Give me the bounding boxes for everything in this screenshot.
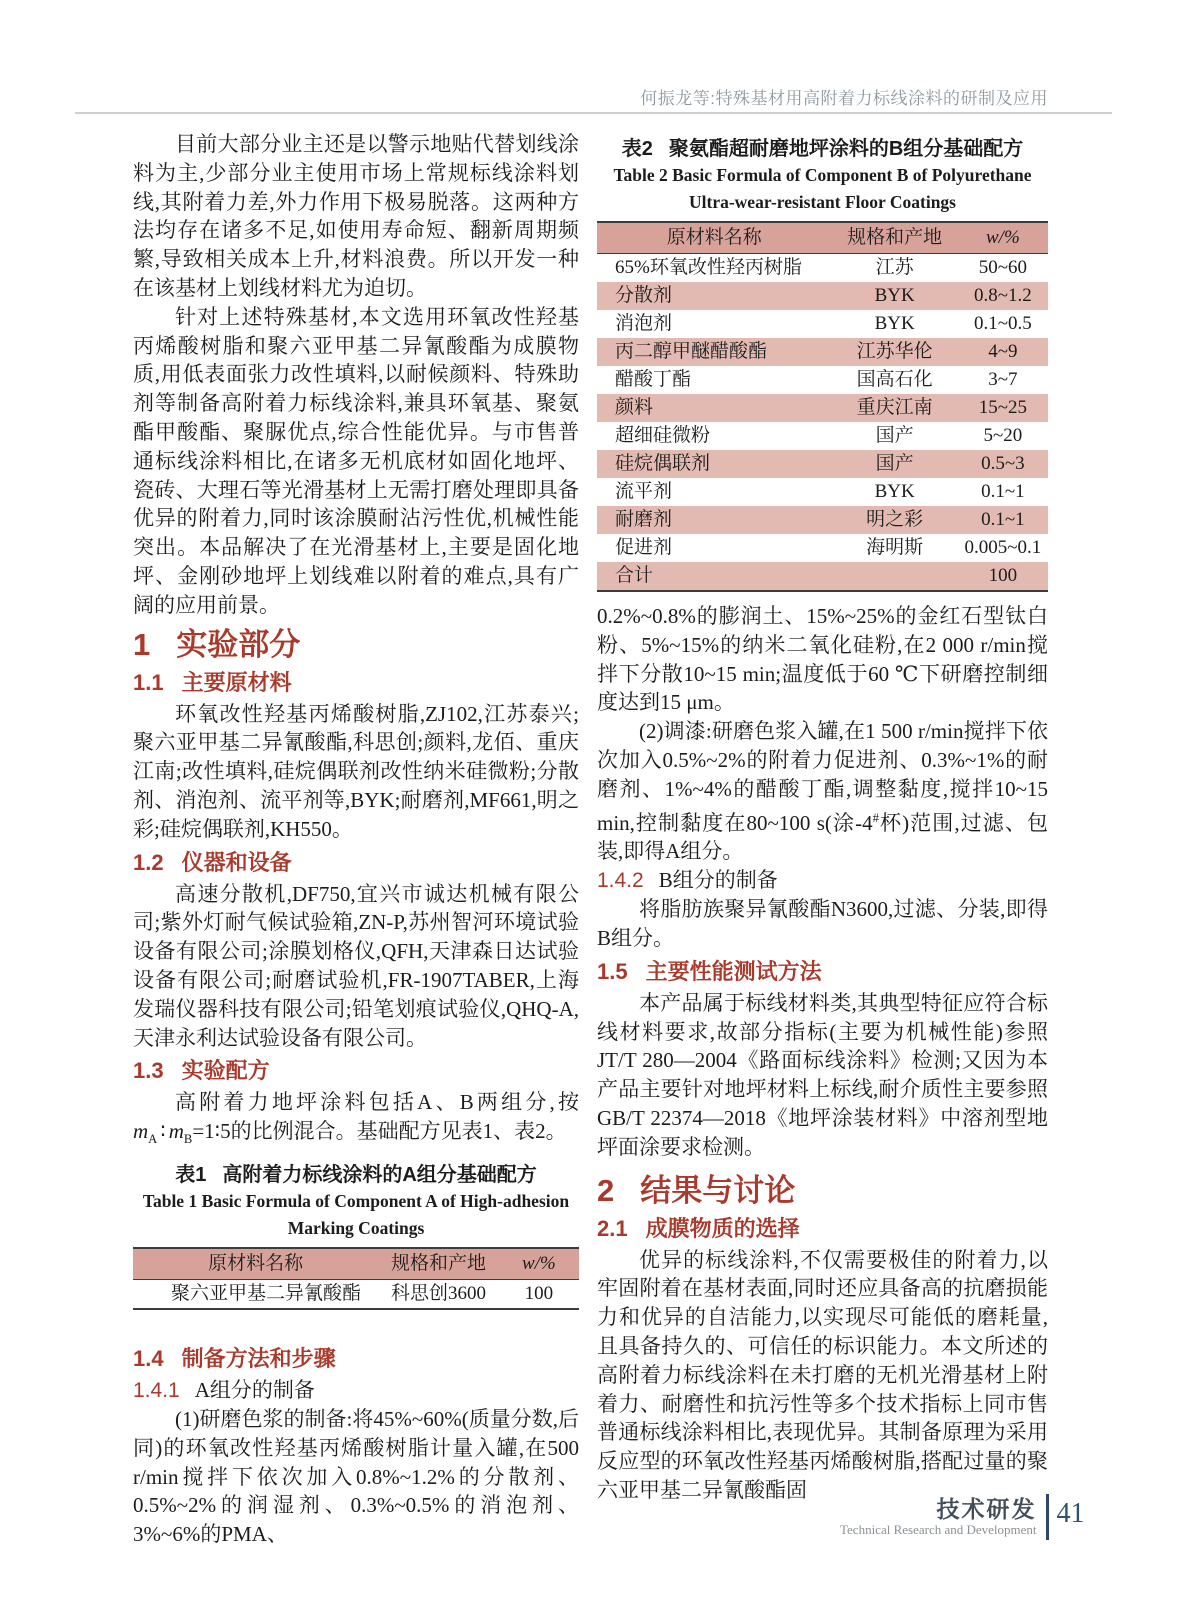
cell-material: 促进剂 (615, 537, 673, 558)
cell-spec: BYK (874, 285, 915, 306)
footer-section-en: Technical Research and Development (840, 1522, 1037, 1537)
cell-wpct: 50~60 (978, 257, 1028, 278)
cell-spec: 明之彩 (866, 509, 924, 530)
table2-header-wpct: w/% (958, 222, 1048, 254)
cell-wpct: 0.1~0.5 (974, 313, 1032, 334)
cell-material: 硅烷偶联剂 (615, 453, 711, 474)
table2-row (597, 282, 1048, 310)
section-title: 仪器和设备 (181, 849, 292, 875)
paragraph-intro-1: 目前大部分业主还是以警示地贴代替划线涂料为主,少部分业主使用市场上常规标线涂料划线,其附着力差,外力作用下极易脱落。这两种方法均存在诸多不足,如使用寿命短、翻新周期频繁,导致相关成本上升,材料浪费。所以开发一种在该基材上划线材料尤为迫切。 (133, 132, 579, 300)
table2-header-row (597, 222, 1048, 254)
cell-material: 分散剂 (615, 285, 673, 306)
cell-spec: 国产 (875, 425, 914, 446)
left-column (133, 130, 579, 1549)
paragraph-equipment: 高速分散机,DF750,宜兴市诚达机械有限公司;紫外灯耐气候试验箱,ZN-P,苏州智河环境试验设备有限公司;涂膜划格仪,QFH,天津森日达试验设备有限公司;耐磨试验机,FR-1907TABER,上海发瑞仪器科技有限公司;铅笔划痕试验仪,QHQ-A,天津永利达试验设备有限公司。 (133, 881, 579, 1050)
subscript-A: A (148, 1132, 158, 1147)
table1-cell-spec: 科思创3600 (391, 1283, 487, 1305)
section-number: 1.1 (133, 669, 164, 695)
cell-spec: 江苏 (875, 257, 914, 278)
table1-caption-zh (133, 1162, 579, 1188)
section-title: 实验部分 (176, 626, 301, 662)
section-title: 主要性能测试方法 (645, 958, 822, 984)
table1-cell-material: 聚六亚甲基二异氰酸酯 (171, 1283, 362, 1305)
section-number: 2 (597, 1172, 615, 1208)
cell-wpct: 0.1~1 (981, 509, 1025, 530)
cell-wpct: 3~7 (988, 369, 1018, 390)
table2-row (597, 310, 1048, 338)
table2-row (597, 394, 1048, 422)
cell-spec: 国高石化 (856, 369, 933, 390)
cell-spec: BYK (874, 481, 915, 502)
mix-text-post: =1∶5的比例混合。基础配方见表1、表2。 (192, 1119, 567, 1144)
paragraph-mix-ratio (133, 1088, 579, 1154)
subsection-heading-1-1 (133, 668, 579, 698)
section-heading-1 (133, 628, 579, 662)
cell-wpct: 5~20 (983, 425, 1023, 446)
section-title: B组分的制备 (658, 868, 778, 893)
table2 (597, 221, 1048, 592)
footer-section-zh: 技术研发 (936, 1496, 1037, 1522)
section-title: 主要原材料 (181, 669, 292, 695)
table1-caption-en: Table 1 Basic Formula of Component A of High-adhesion Marking Coatings (142, 1191, 570, 1239)
cell-material: 颜料 (615, 397, 654, 418)
running-head-title: 何振龙等:特殊基材用高附着力标线涂料的研制及应用 (640, 89, 1048, 108)
section-title: 结果与讨论 (640, 1172, 796, 1208)
paragraph-intro-2: 针对上述特殊基材,本文选用环氧改性羟基丙烯酸树脂和聚六亚甲基二异氰酸酯为成膜物质,用低表面张力改性填料,以耐候颜料、特殊助剂等制备高附着力标线涂料,兼具环氧基、聚氨酯甲酸酯、聚脲优点,综合性能优异。与市售普通标线涂料相比,在诸多无机底材如固化地坪、瓷砖、大理石等光滑基材上无需打磨处理即具备优异的附着力,同时该涂膜耐沾污性优,机械性能突出。本品解决了在光滑基材上,主要是固化地坪、金刚砂地坪上划线难以附着的难点,具有广阔的应用前景。 (133, 304, 579, 617)
subsection-heading-1-4 (133, 1344, 579, 1374)
section-title: 制备方法和步骤 (181, 1346, 336, 1372)
table1-header-wpct: w/% (499, 1248, 579, 1280)
paragraph-component-b: 将脂肪族聚异氰酸酯N3600,过滤、分装,即得B组分。 (597, 897, 1048, 950)
subsubsection-heading-1-4-1 (133, 1376, 579, 1405)
cell-spec: 海明斯 (866, 537, 924, 558)
table2-row (597, 506, 1048, 534)
section-number: 1.4 (133, 1346, 164, 1372)
section-number: 1 (133, 626, 151, 662)
table1-label: 表1 (175, 1164, 207, 1187)
table1-caption-text: 高附着力标线涂料的A组分基础配方 (222, 1164, 537, 1187)
table1-row (133, 1280, 579, 1310)
cell-material: 消泡剂 (615, 313, 673, 334)
variable-mB: m (168, 1119, 184, 1144)
paint-text-pre: (2)调漆:研磨色浆入罐,在1 500 r/min搅拌下依次加入0.5%~2%的附着力促进剂、0.3%~1%的耐磨剂、1%~4%的醋酸丁酯,调整黏度,搅拌10~15 min,控制黏度在80~100 s(涂-4 (597, 719, 1048, 835)
section-title: A组分的制备 (194, 1378, 315, 1403)
table2-header-material: 原材料名称 (597, 222, 832, 254)
cell-material: 流平剂 (615, 481, 673, 502)
subsubsection-heading-1-4-2 (597, 866, 1048, 895)
table2-row (597, 338, 1048, 366)
subsection-heading-1-2 (133, 848, 579, 878)
cell-wpct: 0.1~1 (981, 481, 1025, 502)
subsection-heading-2-1 (597, 1214, 1048, 1244)
ratio-colon: ∶ (160, 1119, 166, 1144)
page-footer (840, 1494, 1085, 1540)
paint-text-post: 杯)范围,过滤、包装,即得A组分。 (597, 810, 1048, 864)
table2-caption-text: 聚氨酯超耐磨地坪涂料的B组分基础配方 (668, 138, 1024, 160)
paragraph-test-methods: 本产品属于标线材料类,其典型特征应符合标线材料要求,故部分指标(主要为机械性能)参照JT/T 280—2004《路面标线涂料》检测;又因为本产品主要针对地坪材料上标线,耐介质性主要参照GB/T 22374—2018《地坪涂装材料》中溶剂型地坪面涂要求检测。 (597, 990, 1048, 1159)
table2-row (597, 534, 1048, 562)
subsection-heading-1-3 (133, 1056, 579, 1086)
subscript-B: B (183, 1132, 193, 1147)
right-column (597, 130, 1048, 1505)
page-number: 41 (1056, 1498, 1085, 1529)
cell-spec: 江苏华伦 (856, 341, 933, 362)
table2-total-row (597, 562, 1048, 591)
table1-header-material: 原材料名称 (133, 1248, 378, 1280)
section-number: 1.5 (597, 958, 628, 984)
variable-mA: m (133, 1119, 149, 1144)
paragraph-grinding-continued: 0.2%~0.8%的膨润土、15%~25%的金红石型钛白粉、5%~15%的纳米二氧化硅粉,在2 000 r/min搅拌下分散10~15 min;温度低于60 ℃下研磨控制细度达到15 μm。 (597, 604, 1048, 715)
cell-material: 65%环氧改性羟丙树脂 (615, 257, 802, 278)
cell-material: 醋酸丁酯 (615, 369, 692, 390)
superscript-hash: # (872, 810, 879, 825)
table2-row (597, 422, 1048, 450)
section-heading-2 (597, 1174, 1048, 1208)
cell-spec: 重庆江南 (856, 397, 933, 418)
paragraph-discussion: 优异的标线涂料,不仅需要极佳的附着力,以牢固附着在基材表面,同时还应具备高的抗磨损能力和优异的自洁能力,以实现尽可能低的磨耗量,且具备持久的、可信任的标识能力。本文所述的高附着力标线涂料在未打磨的无机光滑基材上附着力、耐磨性和抗污性等多个技术指标上同市售普通标线涂料相比,表现优异。其制备原理为采用反应型的环氧改性羟基丙烯酸树脂,搭配过量的聚六亚甲基二异氰酸酯固 (597, 1247, 1048, 1502)
cell-material: 合计 (615, 565, 654, 586)
cell-wpct: 0.8~1.2 (974, 285, 1032, 306)
cell-wpct: 0.005~0.1 (964, 537, 1042, 558)
table2-row (597, 366, 1048, 394)
header-rule (75, 112, 1112, 114)
table2-label: 表2 (621, 138, 653, 160)
section-number: 1.2 (133, 849, 164, 875)
cell-spec: BYK (874, 313, 915, 334)
table2-caption-en: Table 2 Basic Formula of Component B of Polyurethane Ultra-wear-resistant Floor Coatings (613, 165, 1032, 212)
section-number: 1.4.1 (133, 1379, 180, 1403)
section-number: 2.1 (597, 1215, 628, 1241)
cell-wpct: 100 (988, 565, 1018, 586)
section-title: 实验配方 (181, 1058, 270, 1084)
cell-material: 丙二醇甲醚醋酸酯 (615, 341, 768, 362)
section-title: 成膜物质的选择 (645, 1215, 800, 1241)
cell-wpct: 4~9 (988, 341, 1018, 362)
subsection-heading-1-5 (597, 957, 1048, 987)
table2-header-spec: 规格和产地 (832, 222, 958, 254)
table2-caption-zh (597, 136, 1048, 162)
cell-material: 超细硅微粉 (615, 425, 711, 446)
table2-row (597, 478, 1048, 506)
table1-header-spec: 规格和产地 (378, 1248, 498, 1280)
cell-material: 耐磨剂 (615, 509, 673, 530)
table1-cell-wpct: 100 (524, 1283, 554, 1305)
paragraph-grinding: (1)研磨色浆的制备:将45%~60%(质量分数,后同)的环氧改性羟基丙烯酸树脂计量入罐,在500 r/min搅拌下依次加入0.8%~1.2%的分散剂、0.5%~2%的润湿剂、0.3%~0.5%的消泡剂、3%~6%的PMA、 (133, 1407, 579, 1547)
cell-wpct: 15~25 (978, 397, 1028, 418)
cell-wpct: 0.5~3 (981, 453, 1025, 474)
footer-divider-bar (1046, 1494, 1049, 1540)
footer-section-labels (840, 1496, 1037, 1538)
mix-text-pre: 高附着力地坪涂料包括A、B两组分,按 (175, 1090, 579, 1115)
table1 (133, 1247, 579, 1310)
paragraph-paint-mixing (597, 717, 1048, 866)
section-number: 1.3 (133, 1058, 164, 1084)
cell-spec: 国产 (875, 453, 914, 474)
table2-row (597, 254, 1048, 283)
cell-spec (832, 562, 958, 591)
table2-row (597, 450, 1048, 478)
section-number: 1.4.2 (597, 869, 644, 893)
paragraph-materials: 环氧改性羟基丙烯酸树脂,ZJ102,江苏泰兴;聚六亚甲基二异氰酸酯,科思创;颜料,龙佰、重庆江南;改性填料,硅烷偶联剂改性纳米硅微粉;分散剂、消泡剂、流平剂等,BYK;耐磨剂,MF661,明之彩;硅烷偶联剂,KH550。 (133, 701, 579, 841)
table1-header-row (133, 1248, 579, 1280)
